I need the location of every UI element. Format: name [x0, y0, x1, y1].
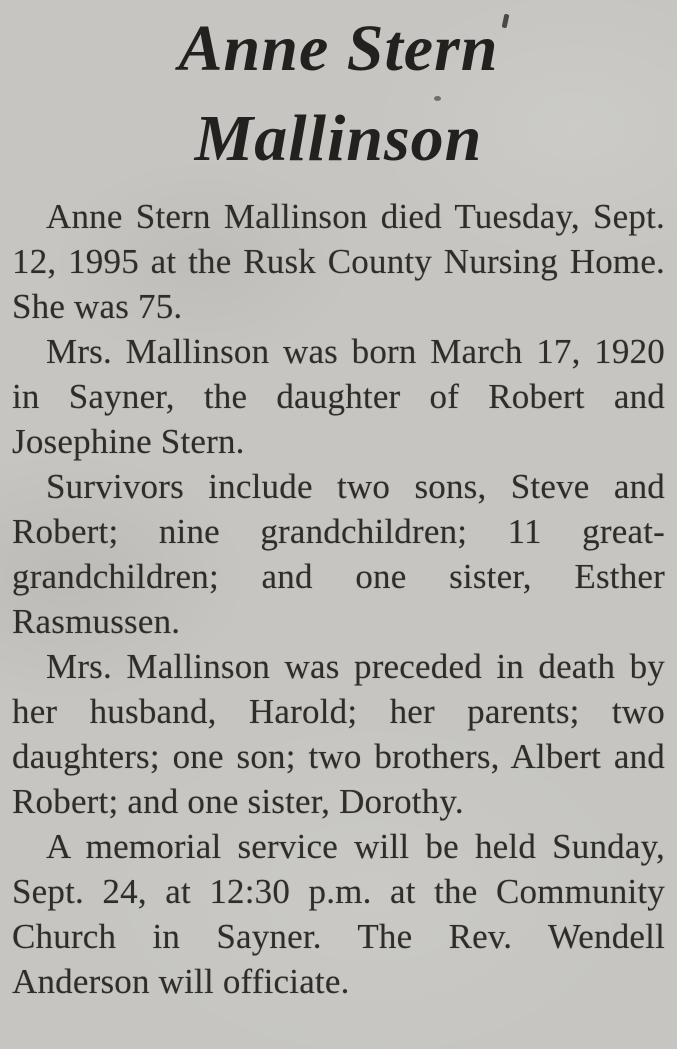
obituary-paragraph-death-notice: Anne Stern Mallinson died Tuesday, Sept. 12, 1995 at the Rusk County Nursing Home. She was 75. — [12, 197, 665, 326]
obituary-title-line2: Mallinson — [194, 102, 483, 175]
obituary-paragraph-memorial-service: A memorial service will be held Sunday, Sept. 24, at 12:30 p.m. at the Community Church in Sayner. The Rev. Wendell Anderson will officiate. — [12, 827, 665, 1001]
ink-speck — [434, 96, 441, 101]
obituary-paragraph-preceded-in-death: Mrs. Mallinson was preceded in death by her husband, Harold; her parents; two daughters; one son; two brothers, Albert and Robert; and one sister, Dorothy. — [12, 647, 665, 821]
obituary-title — [12, 4, 665, 184]
obituary-paragraph-birth: Mrs. Mallinson was born March 17, 1920 in Sayner, the daughter of Robert and Josephine Stern. — [12, 332, 665, 461]
obituary-body — [12, 194, 665, 1004]
obituary-paragraph-survivors: Survivors include two sons, Steve and Robert; nine grandchildren; 11 great-grandchildren; and one sister, Esther Rasmussen. — [12, 467, 665, 641]
obituary-title-line1: Anne Stern — [178, 12, 499, 85]
